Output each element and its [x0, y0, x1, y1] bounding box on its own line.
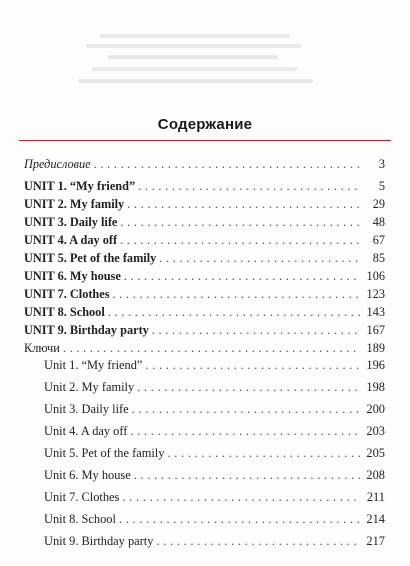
- toc-entry-label: Unit 1. “My friend”: [44, 358, 143, 372]
- toc-entry: [24, 269, 385, 283]
- toc-page-number: 211: [366, 490, 385, 504]
- toc-page-number: 167: [366, 323, 385, 337]
- toc-subentry: [44, 490, 385, 504]
- toc-page-number: 198: [366, 380, 385, 394]
- toc-entry-label: Unit 7. Clothes: [44, 490, 120, 504]
- dot-leader: [122, 490, 360, 504]
- toc-subentry: [44, 512, 385, 526]
- toc-entry-label: Unit 5. Pet of the family: [44, 446, 165, 460]
- dot-leader: [152, 323, 360, 337]
- toc-page-number: 67: [372, 233, 385, 247]
- toc-subentry: [44, 468, 385, 482]
- toc-page-number: 106: [366, 269, 385, 283]
- toc-subentry: [44, 424, 385, 438]
- toc-page-number: 200: [366, 402, 385, 416]
- toc-entry-label: UNIT 2. My family: [24, 197, 125, 211]
- toc-entry-label: Unit 9. Birthday party: [44, 534, 154, 548]
- dot-leader: [120, 215, 360, 229]
- toc-page-number: 85: [372, 251, 385, 265]
- toc-entry: [24, 287, 385, 301]
- toc-entry: [24, 215, 385, 229]
- toc-page-number: 217: [366, 534, 385, 548]
- toc-page-number: 3: [378, 157, 385, 171]
- toc-entry-label: UNIT 9. Birthday party: [24, 323, 149, 337]
- toc-page-number: 196: [366, 358, 385, 372]
- toc-entry-label: Unit 3. Daily life: [44, 402, 129, 416]
- toc-entry: [24, 251, 385, 265]
- page-title: Содержание: [157, 116, 253, 133]
- toc-page-number: 143: [366, 305, 385, 319]
- dot-leader: [156, 534, 360, 548]
- toc-entry-label: UNIT 1. “My friend”: [24, 179, 136, 193]
- toc-entry-label: Unit 6. My house: [44, 468, 131, 482]
- toc-page-number: 29: [372, 197, 385, 211]
- toc-entry-label: UNIT 3. Daily life: [24, 215, 118, 229]
- toc-entry-label: Unit 2. My family: [44, 380, 135, 394]
- toc-entry-label: Предисловие: [24, 157, 91, 171]
- toc-subentry: [44, 380, 385, 394]
- dot-leader: [113, 287, 360, 301]
- dot-leader: [167, 446, 360, 460]
- toc-entry: [24, 341, 385, 355]
- dot-leader: [159, 251, 360, 265]
- toc-entry-label: Unit 8. School: [44, 512, 116, 526]
- dot-leader: [134, 468, 360, 482]
- dot-leader: [127, 197, 360, 211]
- toc-page-number: 48: [372, 215, 385, 229]
- toc-entry: [24, 323, 385, 337]
- dot-leader: [120, 233, 360, 247]
- toc-subentry: [44, 402, 385, 416]
- toc-page-number: 203: [366, 424, 385, 438]
- toc-entry-label: UNIT 4. A day off: [24, 233, 118, 247]
- dot-leader: [132, 402, 360, 416]
- toc-subentry: [44, 446, 385, 460]
- toc-entry-label: UNIT 8. School: [24, 305, 105, 319]
- dot-leader: [63, 341, 360, 355]
- toc-entry-label: Unit 4. A day off: [44, 424, 128, 438]
- toc-page-number: 214: [366, 512, 385, 526]
- dot-leader: [119, 512, 360, 526]
- toc-entry: [24, 179, 385, 193]
- dot-leader: [137, 380, 360, 394]
- dot-leader: [145, 358, 360, 372]
- dot-leader: [130, 424, 360, 438]
- title-rule: [19, 140, 391, 141]
- dot-leader: [108, 305, 360, 319]
- dot-leader: [138, 179, 360, 193]
- toc-subentry: [44, 534, 385, 548]
- toc-entry-label: UNIT 5. Pet of the family: [24, 251, 157, 265]
- toc-page-number: 5: [378, 179, 385, 193]
- dot-leader: [124, 269, 360, 283]
- toc-entry: [24, 305, 385, 319]
- bleed-through-text: [78, 34, 328, 114]
- toc-entry-label: Ключи: [24, 341, 60, 355]
- toc-page-number: 205: [366, 446, 385, 460]
- toc-page-number: 123: [366, 287, 385, 301]
- toc-entry: [24, 197, 385, 211]
- toc-page-number: 208: [366, 468, 385, 482]
- toc-page-number: 189: [366, 341, 385, 355]
- toc-subentry: [44, 358, 385, 372]
- toc-entry-label: UNIT 6. My house: [24, 269, 121, 283]
- toc-entry: [24, 157, 385, 171]
- dot-leader: [94, 157, 360, 171]
- toc-entry-label: UNIT 7. Clothes: [24, 287, 110, 301]
- toc-entry: [24, 233, 385, 247]
